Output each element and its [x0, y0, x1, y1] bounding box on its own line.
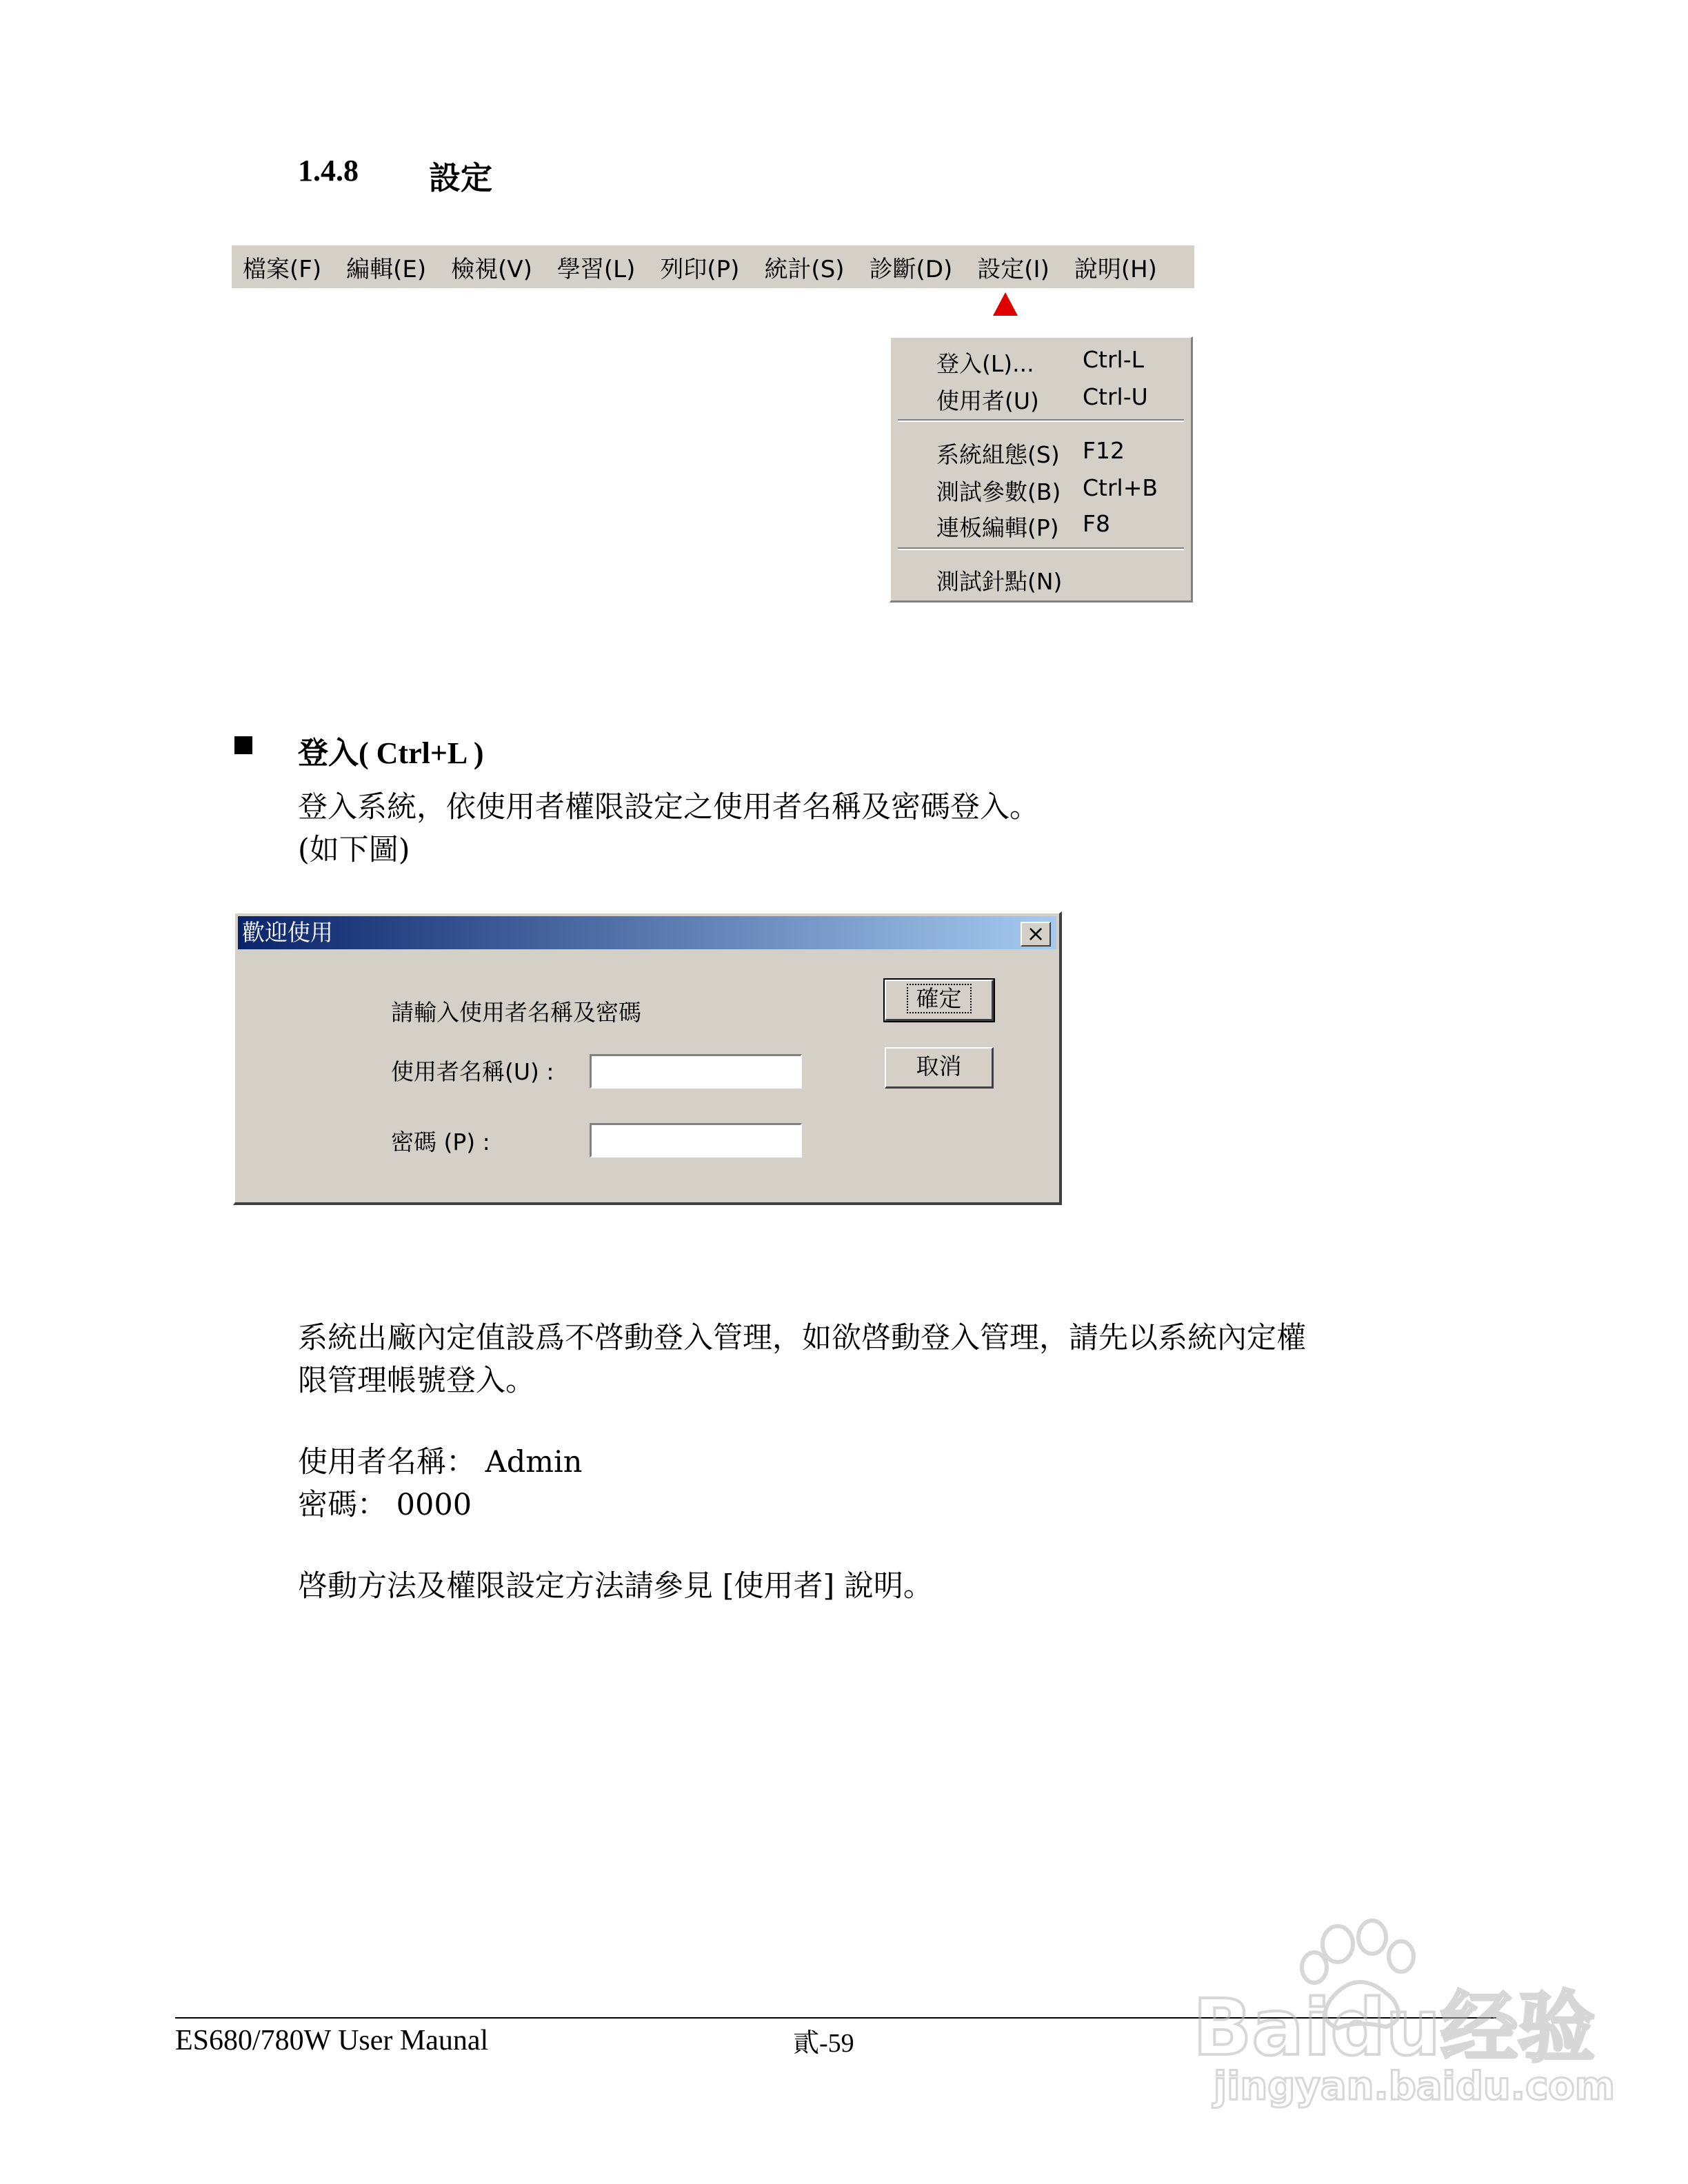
factory-default-note-line2: 限管理帳號登入。	[298, 1364, 535, 1398]
menu-item-panel-edit[interactable]: 連板編輯(P)	[936, 514, 1059, 541]
login-description: 登入系統，依使用者權限設定之使用者名稱及密碼登入。	[298, 790, 1039, 825]
menu-separator	[898, 419, 1184, 422]
menu-item-test-points[interactable]: 測試針點(N)	[936, 568, 1063, 595]
menu-help[interactable]: 說明(H)	[1074, 255, 1157, 283]
login-figure-ref: (如下圖)	[298, 833, 410, 867]
section-number: 1.4.8	[298, 154, 359, 188]
reference-note: 啓動方法及權限設定方法請參見 [使用者] 說明。	[298, 1569, 933, 1604]
login-heading-cjk: 登入	[298, 736, 359, 771]
menu-diagnose[interactable]: 診斷(D)	[869, 255, 953, 283]
footer-page-number: 貳-59	[793, 2029, 854, 2058]
menu-learn[interactable]: 學習(L)	[556, 255, 636, 283]
username-input[interactable]	[590, 1054, 802, 1089]
menu-item-panel-edit-shortcut: F8	[1083, 510, 1110, 537]
menu-item-login[interactable]: 登入(L)...	[936, 350, 1034, 377]
menu-item-user-shortcut: Ctrl-U	[1083, 383, 1148, 410]
username-label: 使用者名稱(U) :	[391, 1058, 554, 1085]
menu-settings[interactable]: 設定(I)	[977, 255, 1049, 283]
menu-view[interactable]: 檢視(V)	[451, 255, 532, 283]
settings-dropdown-menu	[890, 336, 1193, 603]
password-input[interactable]	[590, 1123, 802, 1157]
watermark-url: jingyan.baidu.com	[1214, 2064, 1616, 2109]
dialog-prompt: 請輸入使用者名稱及密碼	[391, 999, 641, 1026]
factory-default-note-line1: 系統出廠內定值設爲不啓動登入管理，如欲啓動登入管理，請先以系統內定權	[298, 1321, 1306, 1355]
baidu-watermark-logo	[1186, 1917, 1616, 2110]
close-icon[interactable]: ×	[1021, 922, 1051, 947]
menu-item-login-shortcut: Ctrl-L	[1083, 346, 1145, 373]
menu-edit[interactable]: 編輯(E)	[346, 255, 427, 283]
ok-button[interactable]	[885, 980, 994, 1021]
menu-print[interactable]: 列印(P)	[660, 255, 740, 283]
menu-item-system-config[interactable]: 系統組態(S)	[936, 441, 1060, 468]
menu-item-test-params[interactable]: 測試參數(B)	[936, 478, 1061, 505]
menu-bar	[232, 245, 1194, 288]
login-heading	[298, 728, 483, 772]
login-dialog	[233, 911, 1062, 1205]
cancel-button[interactable]: 取消	[885, 1047, 994, 1089]
menu-statistics[interactable]: 統計(S)	[764, 255, 845, 283]
section-title: 設定	[429, 159, 492, 196]
menu-file[interactable]: 檔案(F)	[243, 255, 322, 283]
password-label: 密碼 (P) :	[391, 1129, 490, 1155]
dialog-titlebar	[238, 916, 1056, 949]
footer-manual-title: ES680/780W User Maunal	[175, 2025, 489, 2056]
red-arrow-up-icon	[993, 292, 1018, 316]
default-password: 密碼： 0000	[298, 1488, 472, 1522]
watermark-brand: Baidu经验	[1193, 1983, 1596, 2073]
menu-item-user[interactable]: 使用者(U)	[936, 387, 1039, 414]
dialog-title: 歡迎使用	[242, 919, 333, 946]
login-heading-shortcut: ( Ctrl+L )	[359, 736, 484, 770]
ok-button-label: 確定	[907, 984, 972, 1013]
bullet-square-icon	[234, 736, 252, 754]
menu-separator	[898, 547, 1184, 550]
menu-item-system-config-shortcut: F12	[1083, 437, 1125, 464]
menu-item-test-params-shortcut: Ctrl+B	[1083, 474, 1158, 501]
default-username: 使用者名稱： Admin	[298, 1445, 583, 1479]
